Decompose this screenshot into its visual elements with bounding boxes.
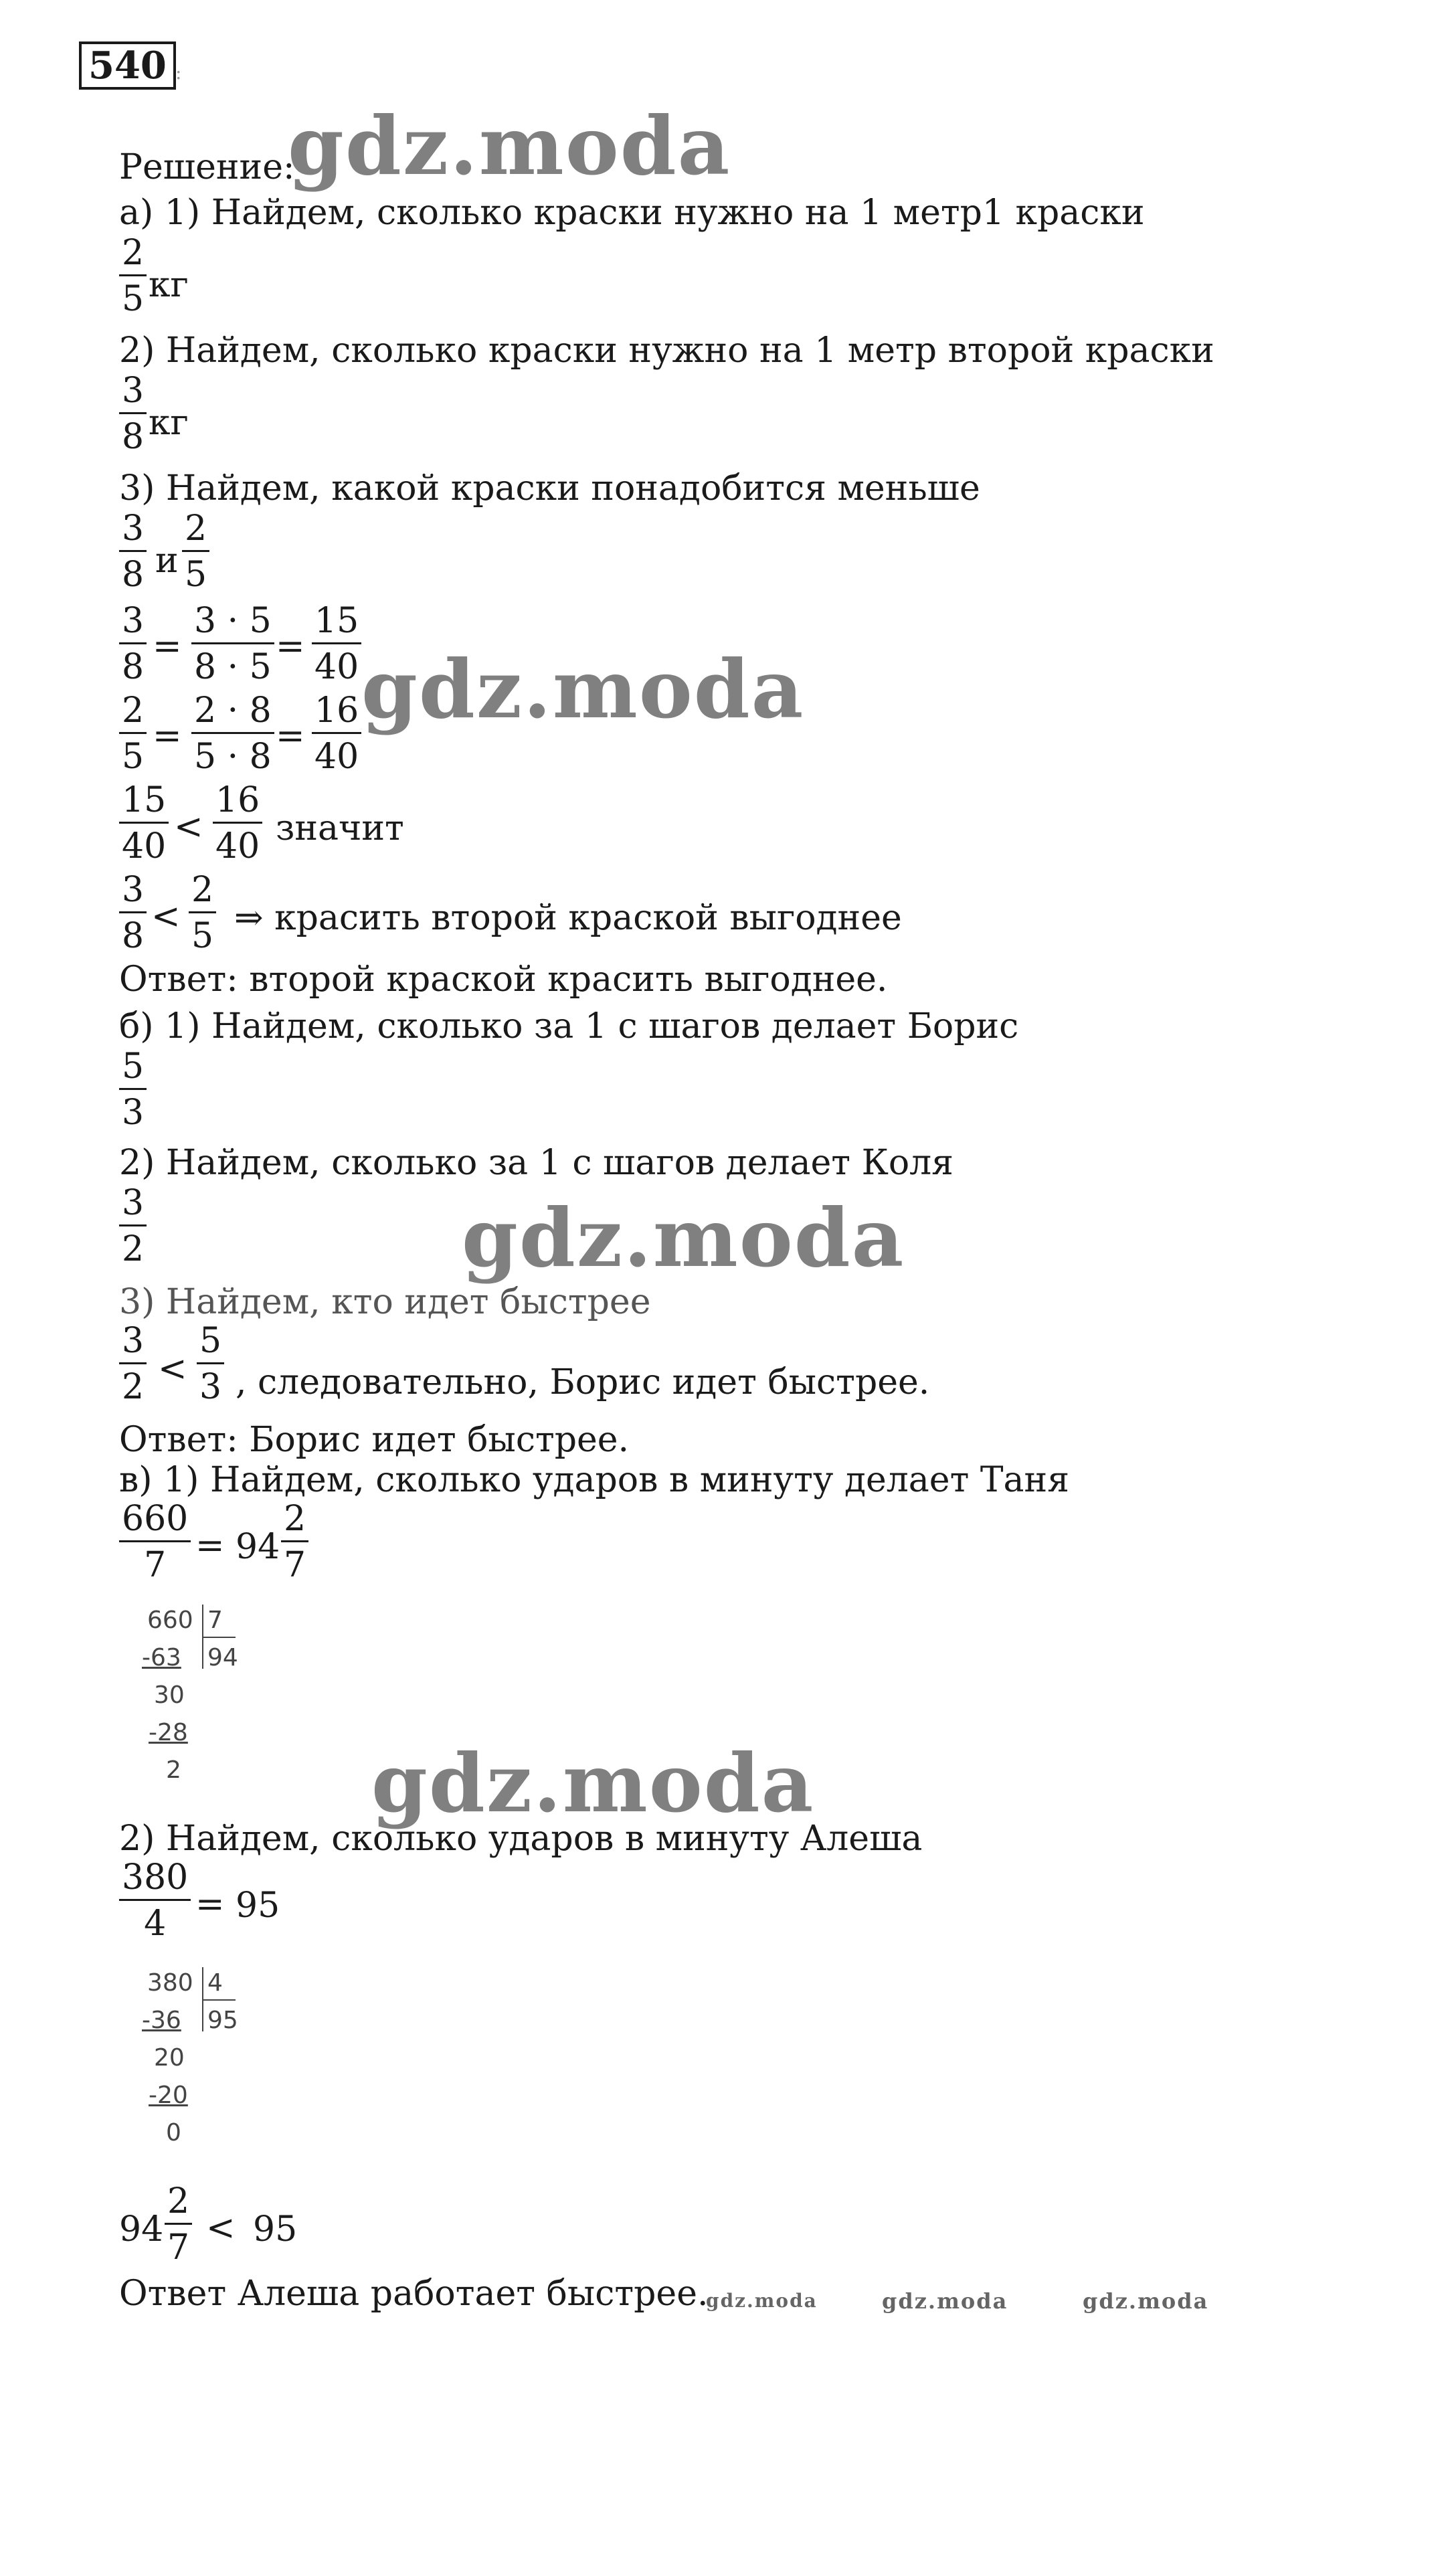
solution-heading: Решение: [119, 147, 295, 187]
fraction-16-40: 16 40 [312, 693, 361, 774]
result-95: 95 [253, 2209, 298, 2250]
fraction-5-3: 5 3 [119, 1049, 147, 1130]
fraction-2-5: 2 5 [119, 236, 147, 316]
watermark: gdz.moda [371, 1736, 815, 1831]
watermark: gdz.moda [882, 2288, 1008, 2314]
quotient: 95 [207, 2007, 238, 2034]
whole-part: 94 [236, 1527, 280, 1567]
fraction-3-8: 3 8 [119, 873, 147, 953]
remainder: 30 [154, 1681, 185, 1709]
division-divider [202, 1999, 236, 2001]
subtract: -20 [149, 2082, 188, 2109]
watermark: gdz.moda [706, 2290, 818, 2312]
fraction-16-40: 16 40 [213, 783, 262, 864]
quotient: 94 [207, 1644, 238, 1671]
equals-sign: = [276, 626, 305, 666]
step-a3: 3) Найдем, какой краски понадобится меньше [119, 468, 980, 509]
step-c1: в) 1) Найдем, сколько ударов в минуту делает Таня [119, 1460, 1070, 1500]
less-than-sign: < [151, 897, 181, 937]
unit-kg: кг [149, 403, 189, 443]
fraction-660-7: 660 7 [119, 1501, 191, 1582]
fraction-3-8: 3 8 [119, 511, 147, 592]
watermark: gdz.moda [1083, 2288, 1209, 2314]
remainder: 20 [154, 2044, 185, 2072]
fraction-2x8-5x8: 2 · 8 5 · 8 [191, 693, 274, 774]
watermark: gdz.moda [462, 1191, 905, 1285]
fraction-15-40: 15 40 [119, 783, 169, 864]
answer-a: Ответ: второй краской красить выгоднее. [119, 960, 888, 1000]
subtract: -28 [149, 1719, 188, 1746]
division-divider [202, 1637, 236, 1638]
fraction-2-7: 2 7 [165, 2184, 192, 2265]
less-than-sign: < [206, 2208, 236, 2248]
means-text: значит [276, 808, 404, 848]
fraction-3-8: 3 8 [119, 604, 147, 684]
answer-c: Ответ Алеша работает быстрее. [119, 2274, 709, 2314]
remainder: 0 [166, 2119, 181, 2147]
divisor: 4 [207, 1969, 223, 1997]
equals-sign: = [153, 716, 182, 756]
badge-mark: : [175, 62, 182, 84]
step-a1: а) 1) Найдем, сколько краски нужно на 1 метр1 краски [119, 193, 1145, 233]
conclusion-a: ⇒ красить второй краской выгоднее [234, 898, 902, 938]
fraction-3x5-8x5: 3 · 5 8 · 5 [191, 604, 274, 684]
divisor: 7 [207, 1607, 223, 1634]
conclusion-b: , следовательно, Борис идет быстрее. [236, 1362, 930, 1402]
subtract: -63 [142, 1644, 181, 1671]
conj-and: и [155, 541, 179, 581]
dividend: 380 [147, 1969, 193, 1997]
fraction-380-4: 380 4 [119, 1860, 191, 1941]
equals-sign: = [153, 626, 182, 666]
step-b1: б) 1) Найдем, сколько за 1 с шагов делает Борис [119, 1006, 1019, 1046]
subtract: -36 [142, 2007, 181, 2034]
step-b2: 2) Найдем, сколько за 1 с шагов делает Коля [119, 1143, 953, 1183]
dividend: 660 [147, 1607, 193, 1634]
step-a2: 2) Найдем, сколько краски нужно на 1 метр второй краски [119, 331, 1214, 371]
equals-sign: = [195, 1526, 225, 1566]
less-than-sign: < [158, 1349, 187, 1389]
fraction-2-5: 2 5 [189, 873, 216, 953]
problem-number: 540 [79, 41, 176, 90]
fraction-3-2: 3 2 [119, 1186, 147, 1267]
fraction-2-5: 2 5 [182, 511, 209, 592]
result-95: 95 [236, 1886, 280, 1926]
equals-sign: = [276, 716, 305, 756]
fraction-2-7: 2 7 [281, 1501, 308, 1582]
remainder: 2 [166, 1756, 181, 1784]
fraction-3-2: 3 2 [119, 1323, 147, 1404]
fraction-2-5: 2 5 [119, 693, 147, 774]
watermark: gdz.moda [288, 99, 731, 193]
fraction-5-3: 5 3 [197, 1323, 224, 1404]
step-b3: 3) Найдем, кто идет быстрее [119, 1282, 651, 1322]
watermark: gdz.moda [361, 642, 805, 737]
equals-sign: = [195, 1884, 225, 1924]
unit-kg: кг [149, 265, 189, 305]
step-c2: 2) Найдем, сколько ударов в минуту Алеша [119, 1819, 923, 1859]
less-than-sign: < [174, 807, 203, 847]
whole-part: 94 [119, 2209, 164, 2250]
answer-b: Ответ: Борис идет быстрее. [119, 1420, 630, 1460]
fraction-15-40: 15 40 [312, 604, 361, 684]
fraction-3-8: 3 8 [119, 373, 147, 454]
